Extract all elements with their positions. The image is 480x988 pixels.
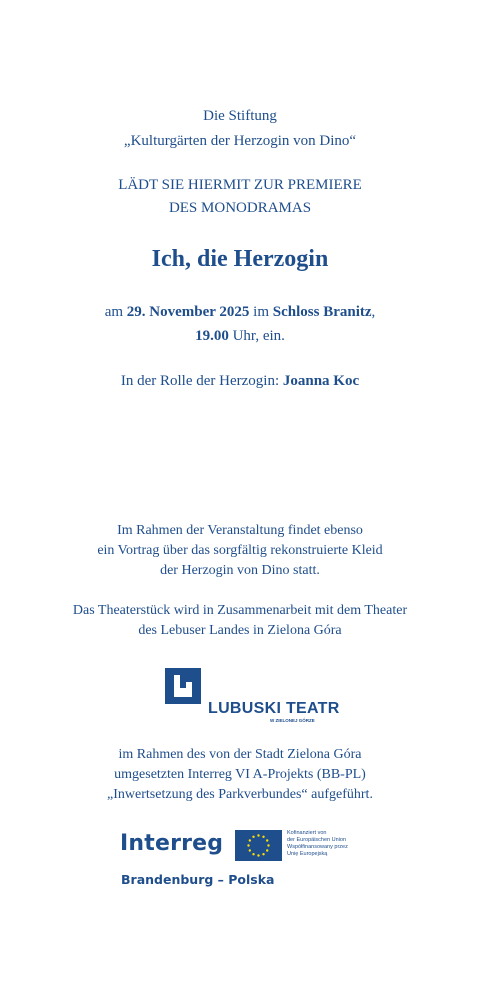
actor-name: Joanna Koc: [282, 373, 360, 389]
eu-text-line-3: Współfinansowany przez: [287, 844, 348, 850]
eu-text-line-1: Kofinanziert von: [287, 830, 327, 836]
eu-cofunding-text: [287, 830, 348, 858]
funding-line-2: umgesetzten Interreg VI A-Projekts (BB-PL): [114, 767, 366, 782]
lecture-line-1: Im Rahmen der Veranstaltung findet ebenso: [117, 523, 363, 538]
funding-line-1: im Rahmen des von der Stadt Zielona Góra: [118, 747, 362, 762]
event-place: Schloss Branitz: [272, 304, 372, 320]
date-prefix: am: [104, 304, 127, 320]
theatre-mark-icon: [173, 675, 193, 697]
lecture-line-3: der Herzogin von Dino statt.: [160, 563, 320, 578]
intro-line-foundation: Die Stiftung: [203, 108, 277, 124]
event-time-value: 19.00: [195, 328, 229, 344]
event-time: [0, 328, 480, 345]
role-label: In der Rolle der Herzogin:: [120, 373, 283, 389]
coop-line-2: des Lebuser Landes in Zielona Góra: [138, 623, 342, 638]
intro-line-monodrama: DES MONODRAMAS: [168, 200, 312, 216]
place-prefix: im: [249, 304, 273, 320]
eu-text-line-2: der Europäischen Union: [287, 837, 347, 843]
lecture-line-2: ein Vortrag über das sorgfältig rekonstruierte Kleid: [97, 543, 383, 558]
lubuski-teatr-subtitle: W ZIELONEJ GÓRZE: [270, 718, 315, 723]
lubuski-teatr-name: LUBUSKI TEATR: [208, 700, 340, 717]
interreg-region: Brandenburg – Polska: [121, 872, 275, 887]
role-line: [0, 373, 480, 390]
funding-line-3: „Inwertsetzung des Parkverbundes“ aufgeführt.: [107, 787, 373, 802]
event-time-suffix: Uhr, ein.: [228, 328, 285, 344]
eu-flag-icon: [235, 830, 282, 861]
lubuski-teatr-logo-mark: [165, 668, 201, 704]
place-suffix: ,: [371, 304, 376, 320]
intro-line-foundation-name: „Kulturgärten der Herzogin von Dino“: [123, 133, 357, 149]
interreg-wordmark: Interreg: [120, 831, 224, 856]
intro-line-invitation: LÄDT SIE HIERMIT ZUR PREMIERE: [118, 177, 362, 193]
eu-text-line-4: Unię Europejską: [287, 851, 328, 857]
play-title: Ich, die Herzogin: [151, 246, 329, 272]
coop-line-1: Das Theaterstück wird in Zusammenarbeit mit dem Theater: [72, 603, 408, 618]
event-date: 29. November 2025: [126, 304, 250, 320]
event-date-place: [0, 304, 480, 321]
